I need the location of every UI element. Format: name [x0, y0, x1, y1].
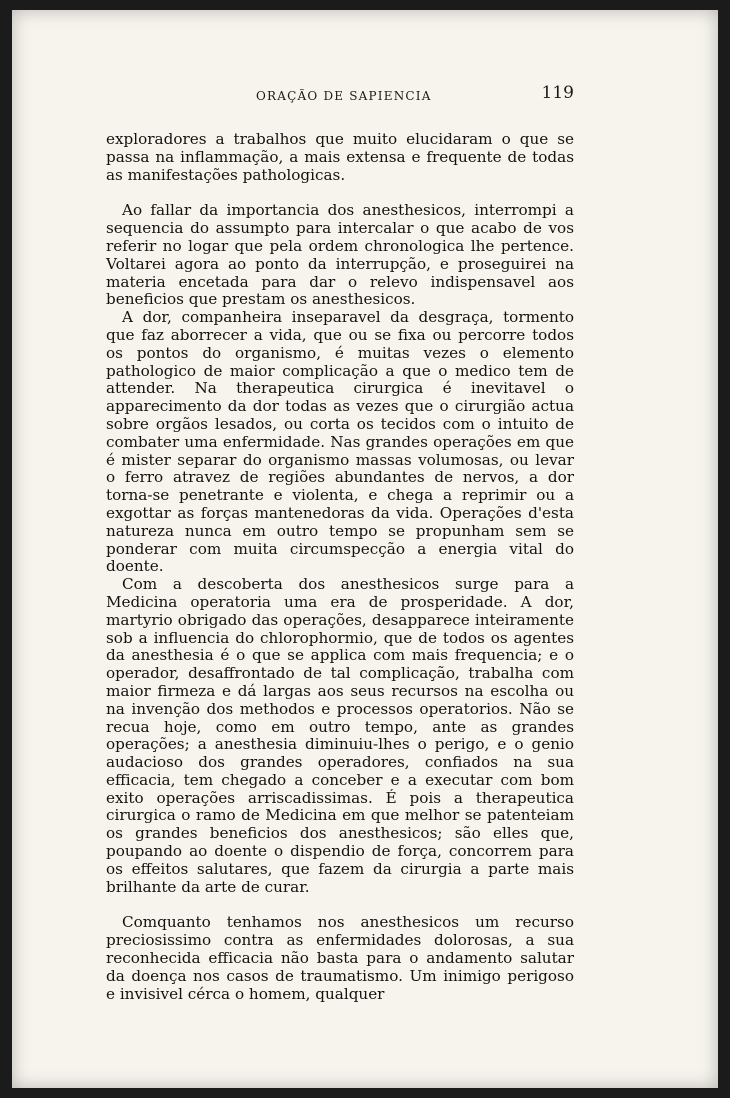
paragraph-pain: A dor, companheira inseparavel da desgraça, tormento que faz aborrecer a vida, que ou se fixa ou percorre todos os pontos do organismo, é muitas vezes o elemento pathologico de maior complicação a que o medico tem de attender. Na therapeutica cirurgica é inevitavel o apparecimento da dor todas as vezes que o cirurgião actua sobre orgãos lesados, ou corta os tecidos com o intuito de combater uma enfermidade. Nas grandes operações em que é mister separar do organismo massas volumosas, ou levar o ferro atravez de regiões abundantes de nervos, a dor torna-se penetrante e violenta, e chega a reprimir ou a exgottar as forças mantenedoras da vida. Operações d'esta natureza nunca em outro tempo se propunham sem se ponderar com muita circumspecção a energia vital do doente. — [106, 308, 574, 576]
paragraph-discovery: Com a descoberta dos anesthesicos surge para a Medicina operatoria uma era de prosperidade. A dor, martyrio obrigado das operações, desapparece inteiramente sob a influencia do chlorophormio, que de todos os agentes da anesthesia é o que se applica com mais frequencia; e o operador, desaffrontado de tal complicação, trabalha com maior firmeza e dá largas aos seus recursos na escolha ou na invenção dos methodos e processos operatorios. Não se recua hoje, como em outro tempo, ante as grandes operações; a anesthesia diminuiu-lhes o perigo, e o genio audacioso dos grandes operadores, confiados na sua efficacia, tem chegado a conceber e a executar com bom exito operações arriscadissimas. É pois a therapeutica cirurgica o ramo de Medicina em que melhor se patenteiam os grandes beneficios dos anesthesicos; são elles que, poupando ao doente o dispendio de força, concorrem para os effeitos salutares, que fazem da cirurgia a parte mais brilhante da arte de curar. — [106, 575, 574, 896]
body-text — [106, 131, 574, 1003]
paragraph-continued: exploradores a trabalhos que muito elucidaram o que se passa na inflammação, a mais extensa e frequente de todas as manifestações pathologicas. — [106, 130, 574, 184]
paragraph-anesthesics-intro: Ao fallar da importancia dos anesthesicos, interrompi a sequencia do assumpto para intercalar o que acabo de vos referir no logar que pela ordem chronologica lhe pertence. Voltarei agora ao ponto da interrupção, e proseguirei na materia encetada para dar o relevo indispensavel aos beneficios que prestam os anesthesicos. — [106, 201, 574, 309]
running-title: ORAÇÃO DE SAPIENCIA — [256, 89, 432, 103]
page-number: 119 — [541, 83, 574, 103]
paragraph-traumatism: Comquanto tenhamos nos anesthesicos um recurso preciosissimo contra as enfermidades dolorosas, a sua reconhecida efficacia não basta para o andamento salutar da doença nos casos de traumatismo. Um inimigo perigoso e invisivel cérca o homem, qualquer — [106, 913, 574, 1003]
page-header — [106, 83, 574, 107]
